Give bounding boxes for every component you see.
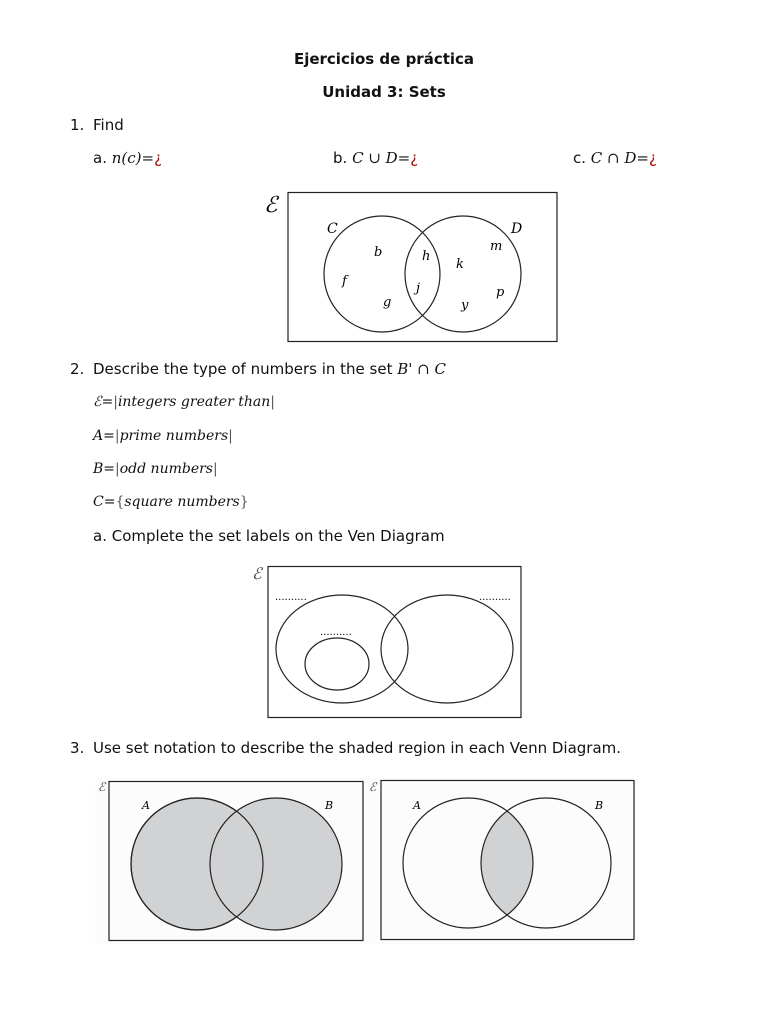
q2-venn-diagram	[248, 562, 524, 722]
q2-def-a-open: |	[114, 428, 120, 444]
q3-venn-intersection	[366, 778, 638, 944]
q3-d1-label-a: A	[142, 799, 150, 812]
page-subtitle: Unidad 3: Sets	[322, 83, 446, 101]
q1-label-d: D	[511, 221, 523, 237]
q2-def-b-lhs: B=	[93, 461, 116, 477]
q2-def-c-close: }	[239, 494, 249, 510]
q2-sub-a-text: Complete the set labels on the Ven Diagram	[111, 527, 445, 545]
q3-d1-label-b: B	[325, 799, 334, 812]
q2-def-a-close: |	[228, 428, 233, 444]
q2-inner-set-circle	[305, 638, 369, 690]
q3-venn-union	[95, 778, 367, 944]
q2-universe-symbol: ℰ	[252, 564, 262, 583]
q2-prompt: Describe the type of numbers in the set	[93, 360, 393, 378]
q2-sub-a	[93, 527, 445, 545]
q2-def-universe-open: |	[113, 394, 118, 410]
q2-def-a	[93, 428, 233, 444]
q2-def-universe-close: |	[270, 394, 275, 410]
q3-d2-universe-symbol: ℰ	[369, 780, 377, 794]
q1-part-a-letter: a.	[93, 149, 107, 167]
q1-element-m: m	[490, 239, 503, 254]
q1-part-b	[333, 149, 418, 167]
q1-part-a	[93, 149, 162, 167]
q2-left-label-blank: ..........	[275, 592, 307, 603]
q2-def-c-body: square numbers	[124, 494, 240, 510]
q2-expr: B' ∩ C	[397, 360, 446, 378]
q1-part-c-mark: ¿	[648, 149, 657, 167]
q1-part-c	[573, 149, 657, 167]
q2-sub-a-letter: a.	[93, 527, 107, 545]
q1-part-b-letter: b.	[333, 149, 348, 167]
page-title: Ejercicios de práctica	[293, 50, 475, 68]
q1-element-h: h	[422, 249, 431, 264]
q2-def-universe-lhs: ℰ=	[93, 394, 114, 410]
q2-def-a-body: prime numbers	[119, 428, 229, 444]
q1-element-b: b	[374, 245, 383, 260]
q2-def-c	[93, 494, 249, 510]
q3-d1-universe-symbol: ℰ	[98, 780, 106, 794]
q1-element-f: f	[342, 274, 347, 289]
q3-prompt: Use set notation to describe the shaded region in each Venn Diagram.	[93, 739, 622, 757]
q1-label-c: C	[327, 221, 338, 237]
q1-part-c-letter: c.	[573, 149, 587, 167]
q1-universe-symbol: ℰ	[264, 193, 278, 218]
q2-line	[93, 360, 446, 378]
q1-element-g: g	[383, 295, 392, 310]
q2-def-b	[93, 461, 218, 477]
q3-d1-set-b-shaded	[210, 798, 342, 930]
q1-part-b-expr: C ∪ D=	[352, 149, 411, 167]
q2-def-c-open: {	[115, 494, 125, 510]
q1-part-a-expr: n(c)=	[111, 149, 155, 167]
q2-def-c-lhs: C=	[93, 494, 116, 510]
q1-part-b-mark: ¿	[410, 149, 419, 167]
q1-part-c-expr: C ∩ D=	[590, 149, 649, 167]
q1-number: 1.	[70, 116, 85, 134]
q2-number: 2.	[70, 360, 85, 378]
q1-prompt: Find	[93, 116, 124, 134]
q1-element-j: j	[416, 281, 421, 296]
q1-element-p: p	[496, 285, 505, 300]
q3-d2-label-b: B	[595, 799, 604, 812]
q1-element-k: k	[456, 257, 464, 272]
q1-element-y: y	[461, 298, 469, 313]
q2-def-universe-body: integers greater than	[117, 394, 271, 410]
q2-inner-label-blank: ..........	[320, 627, 352, 638]
q2-def-b-open: |	[115, 461, 120, 477]
q1-venn-diagram	[258, 188, 562, 348]
q1-universe-box	[288, 193, 557, 342]
q2-def-b-close: |	[213, 461, 218, 477]
q1-circle-d	[405, 216, 521, 332]
q2-def-a-lhs: A=	[93, 428, 115, 444]
q2-def-universe	[93, 394, 275, 410]
q3-d2-label-a: A	[413, 799, 421, 812]
q2-left-set-circle	[276, 595, 408, 703]
q1-part-a-mark: ¿	[154, 149, 163, 167]
q2-right-set-circle	[381, 595, 513, 703]
q3-number: 3.	[70, 739, 85, 757]
q2-def-b-body: odd numbers	[119, 461, 213, 477]
q2-right-label-blank: ..........	[479, 592, 511, 603]
